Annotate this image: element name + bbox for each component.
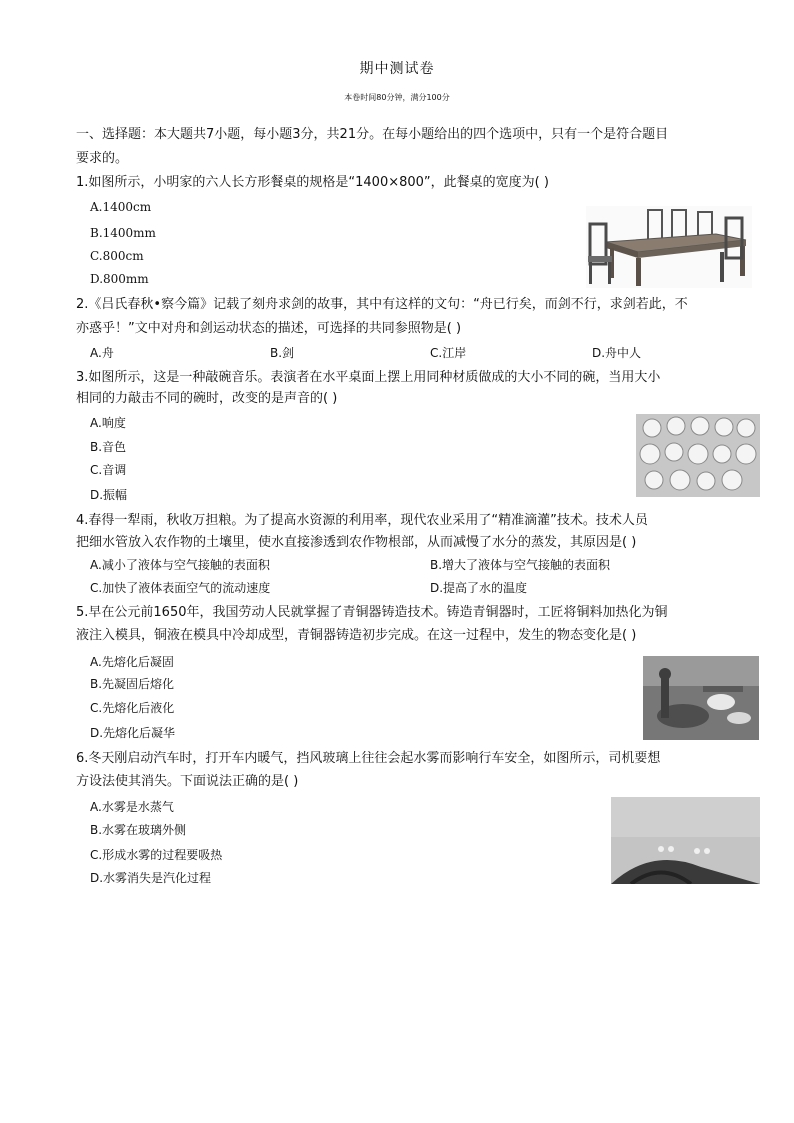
q1-option-a: A.1400cm — [90, 200, 152, 214]
q5-option-d: D.先熔化后凝华 — [90, 726, 176, 740]
dining-table-image — [586, 206, 752, 288]
q3-stem-line1: 3.如图所示，这是一种敲碗音乐。表演者在水平桌面上摆上用同种材质做成的大小不同的碗，当用大小 — [76, 370, 661, 385]
q1-option-d: D.800mm — [90, 272, 149, 286]
q5-stem-line2: 液注入模具，铜液在模具中冷却成型，青铜器铸造初步完成。在这一过程中，发生的物态变化是( ) — [76, 628, 637, 643]
q6-stem-line1: 6.冬天刚启动汽车时，打开车内暖气，挡风玻璃上往往会起水雾而影响行车安全，如图所示，司机要想 — [76, 751, 661, 766]
q2-stem-line2: 亦惑乎！”文中对舟和剑运动状态的描述，可选择的共同参照物是( ) — [76, 321, 462, 336]
bronze-casting-image — [643, 656, 759, 740]
q5-stem-line1: 5.早在公元前1650年，我国劳动人民就掌握了青铜器铸造技术。铸造青铜器时，工匠将铜料加热化为铜 — [76, 605, 668, 620]
q4-stem-line1: 4.春得一犁雨，秋收万担粮。为了提高水资源的利用率，现代农业采用了“精准滴灌”技术。技术人员 — [76, 513, 648, 528]
q4-stem-line2: 把细水管放入农作物的土壤里，使水直接渗透到农作物根部，从而减慢了水分的蒸发，其原因是( ) — [76, 535, 637, 550]
q5-option-c: C.先熔化后液化 — [90, 701, 175, 715]
section-heading-line1: 一、选择题：本大题共7小题，每小题3分，共21分。在每小题给出的四个选项中，只有一个是符合题目 — [76, 127, 669, 142]
q3-option-c: C.音调 — [90, 463, 127, 477]
q6-option-a: A.水雾是水蒸气 — [90, 800, 174, 814]
q1-option-b: B.1400mm — [90, 226, 156, 240]
page-subtitle: 本卷时间80分钟，满分100分 — [344, 93, 450, 102]
q2-option-a: A.舟 — [90, 346, 114, 360]
foggy-windshield-image — [611, 797, 760, 884]
q5-option-a: A.先熔化后凝固 — [90, 655, 174, 669]
bowls-image — [636, 414, 760, 497]
section-heading-line2: 要求的。 — [76, 151, 129, 166]
q4-option-a: A.减小了液体与空气接触的表面积 — [90, 558, 270, 572]
q1-stem: 1.如图所示，小明家的六人长方形餐桌的规格是“1400×800”，此餐桌的宽度为( ) — [76, 175, 549, 190]
page-title: 期中测试卷 — [359, 61, 435, 77]
q3-option-b: B.音色 — [90, 440, 127, 454]
q1-option-c: C.800cm — [90, 249, 144, 263]
q6-option-d: D.水雾消失是汽化过程 — [90, 871, 212, 885]
q6-stem-line2: 方设法使其消失。下面说法正确的是( ) — [76, 774, 299, 789]
q5-option-b: B.先凝固后熔化 — [90, 677, 175, 691]
q4-option-b: B.增大了液体与空气接触的表面积 — [430, 558, 611, 572]
q4-option-c: C.加快了液体表面空气的流动速度 — [90, 581, 271, 595]
q3-option-a: A.响度 — [90, 416, 126, 430]
q3-option-d: D.振幅 — [90, 488, 128, 502]
q2-option-d: D.舟中人 — [592, 346, 642, 360]
q4-option-d: D.提高了水的温度 — [430, 581, 528, 595]
q6-option-c: C.形成水雾的过程要吸热 — [90, 848, 223, 862]
q6-option-b: B.水雾在玻璃外侧 — [90, 823, 187, 837]
q2-option-c: C.江岸 — [430, 346, 467, 360]
q2-option-b: B.剑 — [270, 346, 295, 360]
q3-stem-line2: 相同的力敲击不同的碗时，改变的是声音的( ) — [76, 391, 338, 406]
q2-stem-line1: 2.《吕氏春秋•察今篇》记载了刻舟求剑的故事，其中有这样的文句：“舟已行矣，而剑不行，求剑若此，不 — [76, 297, 688, 312]
